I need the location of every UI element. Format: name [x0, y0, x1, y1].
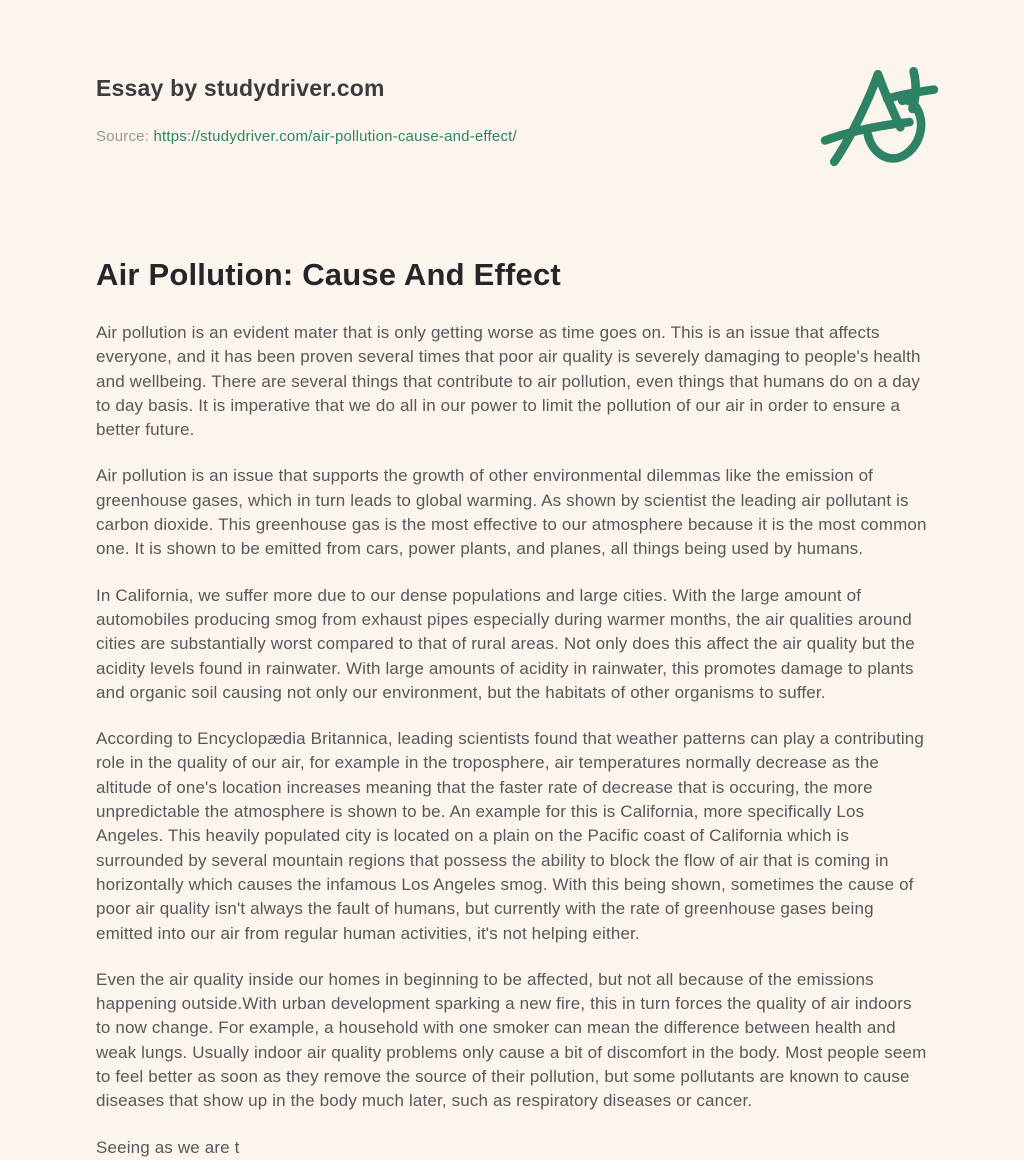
essay-paragraph: Air pollution is an issue that supports the growth of other environmental dilemmas like the emission of greenhouse gases, which in turn leads to global warming. As shown by scientist the leading air pollutant is carbon dioxide. This greenhouse gas is the most effective to our atmosphere because it is the most common one. It is shown to be emitted from cars, power plants, and planes, all things being used by humans.	[96, 466, 927, 559]
essay-paragraph: In California, we suffer more due to our dense populations and large cities. With the large amount of automobiles producing smog from exhaust pipes especially during warmer months, the air qualities around cities are substantially worst compared to that of rural areas. Not only does this affect the air quality but the acidity levels found in rainwater. With large amounts of acidity in rainwater, this promotes damage to plants and organic soil causing not only our environment, but the habitats of other organisms to suffer.	[96, 585, 915, 702]
essay-paragraph: Seeing as we are t	[96, 1137, 240, 1157]
site-header-title: Essay by studydriver.com	[96, 75, 385, 101]
essay-paragraph: According to Encyclopædia Britannica, leading scientists found that weather patterns can play a contributing role in the quality of our air, for example in the troposphere, air temperatures normally decrease as the altitude of one's location increases meaning that the faster rate of decrease that is occuring, the more unpredictable the atmosphere is shown to be. An example for this is California, more specifically Los Angeles. This heavily populated city is located on a plain on the Pacific coast of California which is surrounded by several mountain regions that possess the ability to block the flow of air that is coming in horizontally which causes the infamous Los Angeles smog. With this being shown, sometimes the cause of poor air quality isn't always the fault of humans, but currently with the rate of greenhouse gases being emitted into our air from regular human activities, it's not helping either.	[96, 729, 924, 943]
source-link[interactable]: https://studydriver.com/air-pollution-cause-and-effect/	[153, 128, 517, 145]
studydriver-a-plus-logo-icon	[820, 62, 942, 166]
essay-paragraph: Air pollution is an evident mater that is only getting worse as time goes on. This is an issue that affects everyone, and it has been proven several times that poor air quality is severely damaging to people's health and wellbeing. There are several things that contribute to air pollution, even things that humans do on a day to day basis. It is imperative that we do all in our power to limit the pollution of our air in order to ensure a better future.	[96, 323, 921, 440]
essay-body	[96, 321, 928, 1160]
source-label: Source:	[96, 128, 150, 145]
essay-paragraph: Even the air quality inside our homes in beginning to be affected, but not all because of the emissions happening outside.With urban development sparking a new fire, this in turn forces the quality of air indoors to now change. For example, a household with one smoker can mean the difference between health and weak lungs. Usually indoor air quality problems only cause a bit of discomfort in the body. Most people seem to feel better as soon as they remove the source of their pollution, but some pollutants are known to cause diseases that show up in the body much later, such as respiratory diseases or cancer.	[96, 969, 927, 1111]
source-row	[96, 128, 928, 145]
essay-title: Air Pollution: Cause And Effect	[96, 257, 561, 292]
